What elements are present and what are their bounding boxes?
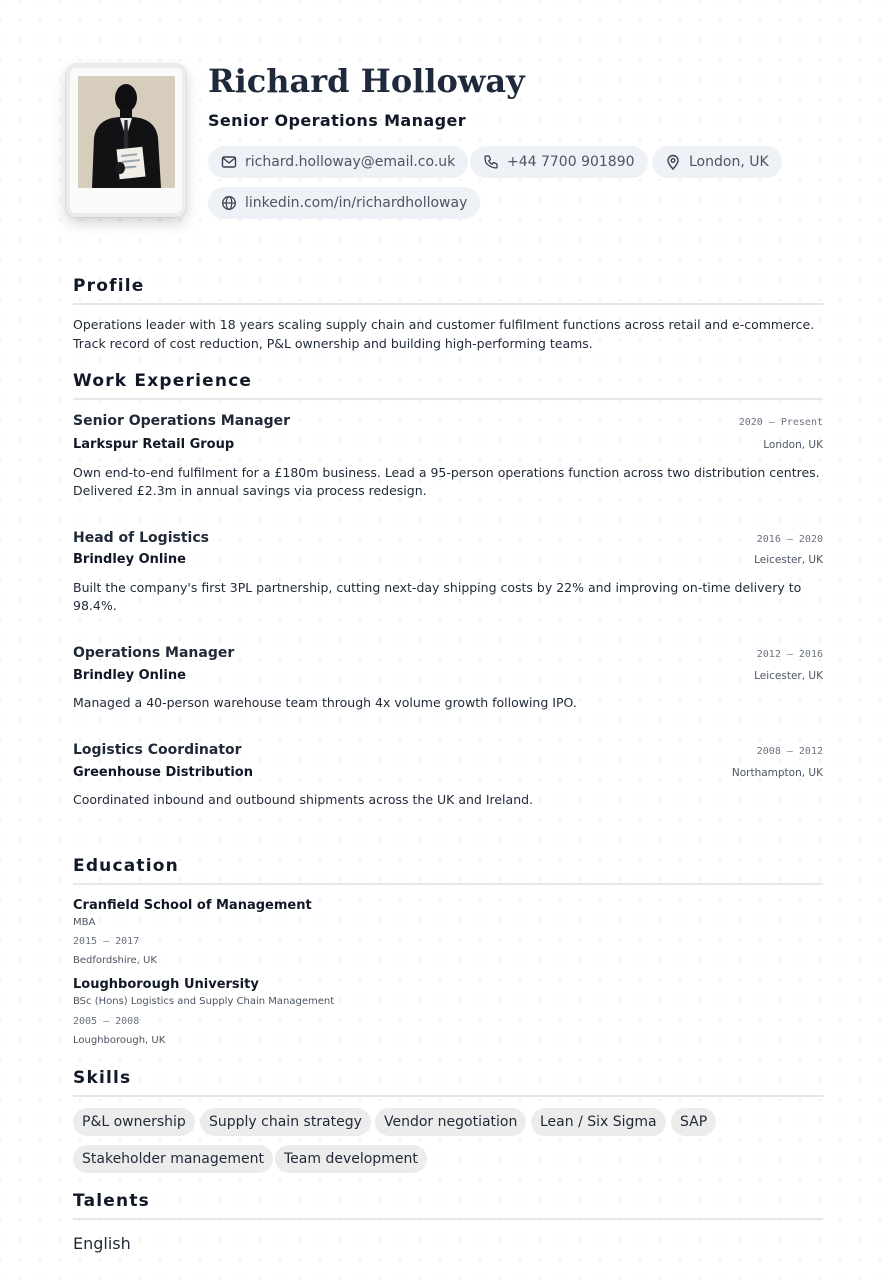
job-description: Coordinated inbound and outbound shipments across the UK and Ireland. bbox=[73, 792, 534, 807]
job-title: Operations Manager bbox=[73, 645, 235, 661]
avatar bbox=[78, 76, 175, 188]
candidate-title: Senior Operations Manager bbox=[208, 111, 467, 130]
job-company: Larkspur Retail Group bbox=[73, 437, 235, 452]
profile-text: Operations leader with 18 years scaling supply chain and customer fulfilment functions across retail and e-commerce. Track record of cost reduction, P&L ownership and building high-performing teams. bbox=[73, 317, 815, 351]
education-dates: 2015 — 2017 bbox=[73, 936, 140, 947]
job-company: Greenhouse Distribution bbox=[73, 765, 253, 780]
talent-item: English bbox=[73, 1234, 131, 1253]
talents-heading: Talents bbox=[73, 1191, 823, 1220]
job-title: Head of Logistics bbox=[73, 530, 209, 546]
job-location: London, UK bbox=[763, 439, 823, 451]
education-heading: Education bbox=[73, 856, 823, 885]
job-location: Leicester, UK bbox=[754, 554, 823, 566]
profile-heading: Profile bbox=[73, 276, 823, 305]
email-chip[interactable] bbox=[208, 146, 468, 178]
location-text: London, UK bbox=[689, 154, 769, 170]
skill-tag: Lean / Six Sigma bbox=[531, 1108, 666, 1136]
job-location: Northampton, UK bbox=[731, 767, 823, 779]
education-school: Loughborough University bbox=[73, 977, 259, 992]
job-dates: 2020 — Present bbox=[738, 417, 823, 428]
location-chip[interactable] bbox=[652, 146, 782, 178]
phone-chip[interactable] bbox=[470, 146, 648, 178]
map-pin-icon bbox=[665, 154, 681, 170]
experience-heading: Work Experience bbox=[73, 371, 823, 400]
globe-icon bbox=[221, 195, 237, 211]
phone-text: +44 7700 901890 bbox=[507, 154, 635, 170]
skill-tag: Supply chain strategy bbox=[200, 1108, 371, 1136]
job-description: Managed a 40-person warehouse team through 4x volume growth following IPO. bbox=[73, 695, 577, 710]
education-location: Bedfordshire, UK bbox=[73, 955, 157, 966]
email-text: richard.holloway@email.co.uk bbox=[245, 154, 456, 170]
candidate-name: Richard Holloway bbox=[208, 62, 525, 100]
job-title: Senior Operations Manager bbox=[73, 413, 291, 429]
education-school: Cranfield School of Management bbox=[73, 898, 312, 913]
person-silhouette-icon bbox=[78, 76, 175, 188]
job-location: Leicester, UK bbox=[754, 670, 823, 682]
education-degree: BSc (Hons) Logistics and Supply Chain Management bbox=[73, 996, 335, 1007]
job-title: Logistics Coordinator bbox=[73, 742, 242, 758]
phone-icon bbox=[483, 154, 499, 170]
skill-tag: Team development bbox=[275, 1145, 427, 1173]
skills-heading: Skills bbox=[73, 1068, 823, 1097]
job-description: Own end-to-end fulfilment for a £180m business. Lead a 95-person operations function across two distribution centres. Delivered £2.3m in annual savings via process redesign. bbox=[73, 465, 820, 498]
skill-tag: Stakeholder management bbox=[73, 1145, 273, 1173]
job-description: Built the company's first 3PL partnership, cutting next-day shipping costs by 22% and improving on-time delivery to 98.4%. bbox=[73, 580, 802, 613]
mail-icon bbox=[221, 154, 237, 170]
education-degree: MBA bbox=[73, 917, 96, 928]
linkedin-text: linkedin.com/in/richardholloway bbox=[245, 195, 468, 211]
profile-photo-frame bbox=[66, 64, 186, 217]
linkedin-chip[interactable] bbox=[208, 187, 480, 219]
skill-tag: Vendor negotiation bbox=[375, 1108, 526, 1136]
job-dates: 2008 — 2012 bbox=[756, 746, 823, 757]
education-dates: 2005 — 2008 bbox=[73, 1016, 140, 1027]
skill-tag: SAP bbox=[671, 1108, 716, 1136]
job-dates: 2016 — 2020 bbox=[756, 534, 823, 545]
job-company: Brindley Online bbox=[73, 552, 186, 567]
job-company: Brindley Online bbox=[73, 668, 186, 683]
job-dates: 2012 — 2016 bbox=[756, 649, 823, 660]
skill-tag: P&L ownership bbox=[73, 1108, 195, 1136]
education-location: Loughborough, UK bbox=[73, 1035, 166, 1046]
